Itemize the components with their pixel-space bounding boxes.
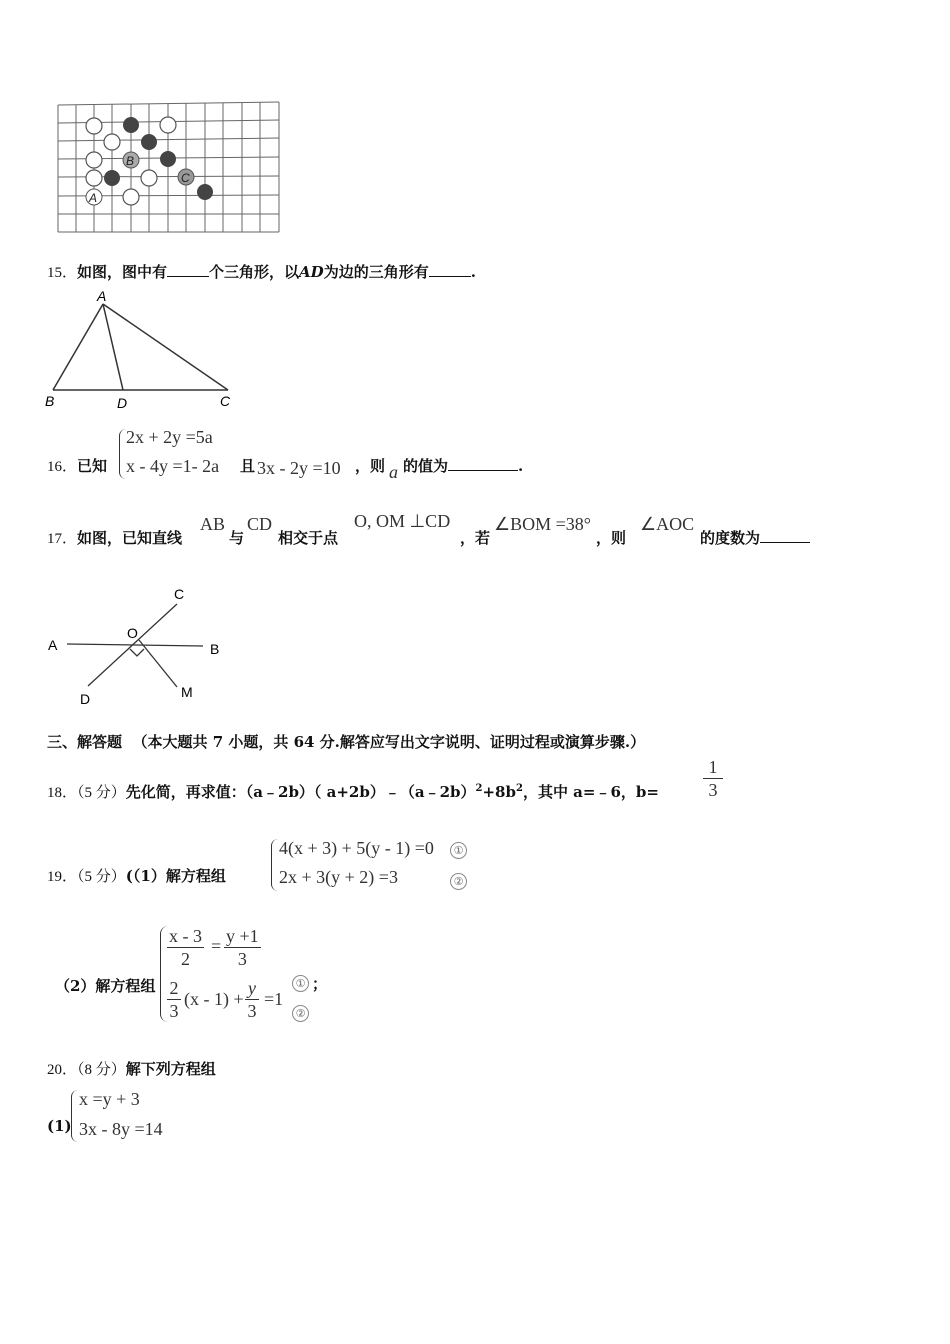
- exponent: 2: [475, 783, 483, 794]
- equals-one: =1: [264, 989, 284, 1009]
- denominator: 3: [708, 780, 718, 800]
- segment-ad: AD: [299, 263, 324, 281]
- numerator: x - 3: [169, 926, 202, 946]
- question-20: [47, 1058, 216, 1079]
- black-stone: [123, 117, 139, 133]
- label-b: B: [210, 641, 220, 657]
- question-19-part2: （2）解方程组: [55, 977, 156, 995]
- q19-part1: (（1）解方程组: [125, 867, 226, 885]
- q16-eq1: 2x + 2y =5a: [126, 427, 213, 447]
- label-d: D: [80, 691, 91, 707]
- q16-eq3: 3x - 2y =10: [257, 458, 341, 478]
- line-ab: AB: [200, 514, 226, 534]
- question-number: 16．: [47, 459, 78, 475]
- question-18: [47, 781, 659, 802]
- system-brace: [119, 429, 126, 479]
- q17-tail: [700, 527, 810, 548]
- q16-then: ，则: [355, 457, 386, 475]
- white-stone: [104, 134, 120, 150]
- fraction-y-plus-1-over-3: [224, 925, 261, 970]
- label-c: C: [174, 586, 185, 602]
- question-17-lead: [47, 527, 182, 548]
- white-stone: [86, 118, 102, 134]
- q17-if: ，若: [460, 529, 491, 547]
- label-a: A: [48, 637, 58, 653]
- numerator: y: [245, 977, 259, 1000]
- q15-text: 如图，图中有: [77, 263, 168, 281]
- score: （5 分）: [77, 785, 126, 801]
- q15-text: 为边的三角形有: [323, 263, 429, 281]
- system-brace: [71, 1090, 78, 1142]
- q16-eq2: x - 4y =1- 2a: [126, 456, 220, 476]
- q20-part1-label: (1): [47, 1117, 72, 1135]
- black-stone: [197, 184, 213, 200]
- stone-label-c: C: [181, 171, 190, 185]
- q16-text: 的值为: [403, 457, 449, 475]
- equation-mark-1: ①: [292, 975, 309, 992]
- point-o-om: O, OM ⊥CD: [354, 511, 451, 531]
- q19-eq1: 4(x + 3) + 5(y - 1) =0: [279, 838, 434, 858]
- exponent: 2: [515, 783, 523, 794]
- period: .: [470, 263, 476, 281]
- equation-mark-2: ②: [450, 873, 467, 890]
- black-stone: [160, 151, 176, 167]
- equation-mark-2: ②: [292, 1005, 309, 1022]
- white-stone: [86, 170, 102, 186]
- triangle-figure: [40, 288, 240, 413]
- line-cd: CD: [247, 514, 273, 534]
- equals-sign: =: [211, 936, 222, 956]
- answer-blank[interactable]: [448, 456, 518, 471]
- denominator: 3: [169, 1001, 179, 1021]
- score: （8 分）: [77, 1062, 126, 1078]
- fraction-y-over-3: [245, 977, 259, 1022]
- section-header: [47, 731, 645, 752]
- q20-eq1: x =y + 3: [79, 1089, 140, 1109]
- q17-text: 如图，已知直线: [77, 529, 183, 547]
- q16-text: 已知: [77, 457, 108, 475]
- label-m: M: [181, 684, 193, 700]
- intersecting-lines-figure: [45, 582, 235, 707]
- numerator: 2: [167, 977, 181, 1000]
- white-stone: [160, 117, 176, 133]
- question-number: 20．: [47, 1062, 78, 1078]
- angle-aoc: ∠AOC: [640, 514, 695, 534]
- q17-text: 的度数为: [700, 529, 761, 547]
- question-16-lead: [47, 455, 107, 476]
- question-number: 19．: [47, 869, 78, 885]
- q19-eq2: 2x + 3(y + 2) =3: [279, 867, 398, 887]
- stone-label-a: A: [89, 191, 98, 205]
- vertex-d: D: [117, 395, 128, 411]
- q15-text: 个三角形，以: [209, 263, 300, 281]
- question-number: 17．: [47, 531, 78, 547]
- black-stone: [141, 134, 157, 150]
- numerator: y +1: [226, 926, 259, 946]
- section-title: 三、解答题: [47, 733, 123, 751]
- q19-mid-term: (x - 1) +: [184, 989, 244, 1009]
- q17-and: 与: [229, 529, 245, 547]
- question-19-lead: [47, 865, 226, 886]
- answer-blank[interactable]: [760, 528, 810, 543]
- answer-blank[interactable]: [429, 262, 471, 277]
- q18-text: +8b: [482, 783, 516, 801]
- q18-text: 先化简，再求值：（a﹣2b）（ a+2b）﹣（a﹣2b）: [125, 783, 476, 801]
- score: （5 分）: [77, 869, 126, 885]
- period: .: [518, 457, 524, 475]
- equation-mark-1: ①: [450, 842, 467, 859]
- denominator: 2: [181, 949, 190, 969]
- vertex-c: C: [220, 393, 231, 409]
- semicolon: ；: [312, 975, 328, 993]
- answer-blank[interactable]: [167, 262, 209, 277]
- fraction-2-over-3: [167, 977, 181, 1022]
- q20-title: 解下列方程组: [125, 1060, 216, 1078]
- q16-and: 且: [240, 457, 256, 475]
- q16-var-a: a: [389, 462, 398, 482]
- fraction-one-third: [703, 756, 723, 801]
- question-number: 15．: [47, 265, 78, 281]
- denominator: 3: [247, 1001, 257, 1021]
- system-brace: [271, 839, 278, 891]
- q17-then: ，则: [596, 529, 627, 547]
- denominator: 3: [237, 949, 247, 969]
- vertex-a: A: [97, 288, 107, 304]
- fraction-x-minus-3-over-2: [167, 925, 204, 970]
- q20-eq2: 3x - 8y =14: [79, 1119, 163, 1139]
- go-board-figure: [50, 100, 285, 235]
- angle-bom: ∠BOM =38°: [494, 514, 591, 534]
- white-stone: [86, 152, 102, 168]
- numerator: 1: [703, 756, 723, 779]
- question-15: [47, 261, 476, 282]
- section-note: （本大题共 7 小题，共 64 分.解答应写出文字说明、证明过程或演算步骤.）: [132, 733, 646, 751]
- vertex-b: B: [45, 393, 55, 409]
- q17-intersect: 相交于点: [278, 529, 339, 547]
- question-number: 18．: [47, 785, 78, 801]
- label-o: O: [127, 625, 138, 641]
- black-stone: [104, 170, 120, 186]
- white-stone: [141, 170, 157, 186]
- q16-tail: [403, 455, 523, 476]
- stone-label-b: B: [126, 154, 135, 168]
- white-stone: [123, 189, 139, 205]
- q18-text: ，其中 a=﹣6，b=: [522, 783, 659, 801]
